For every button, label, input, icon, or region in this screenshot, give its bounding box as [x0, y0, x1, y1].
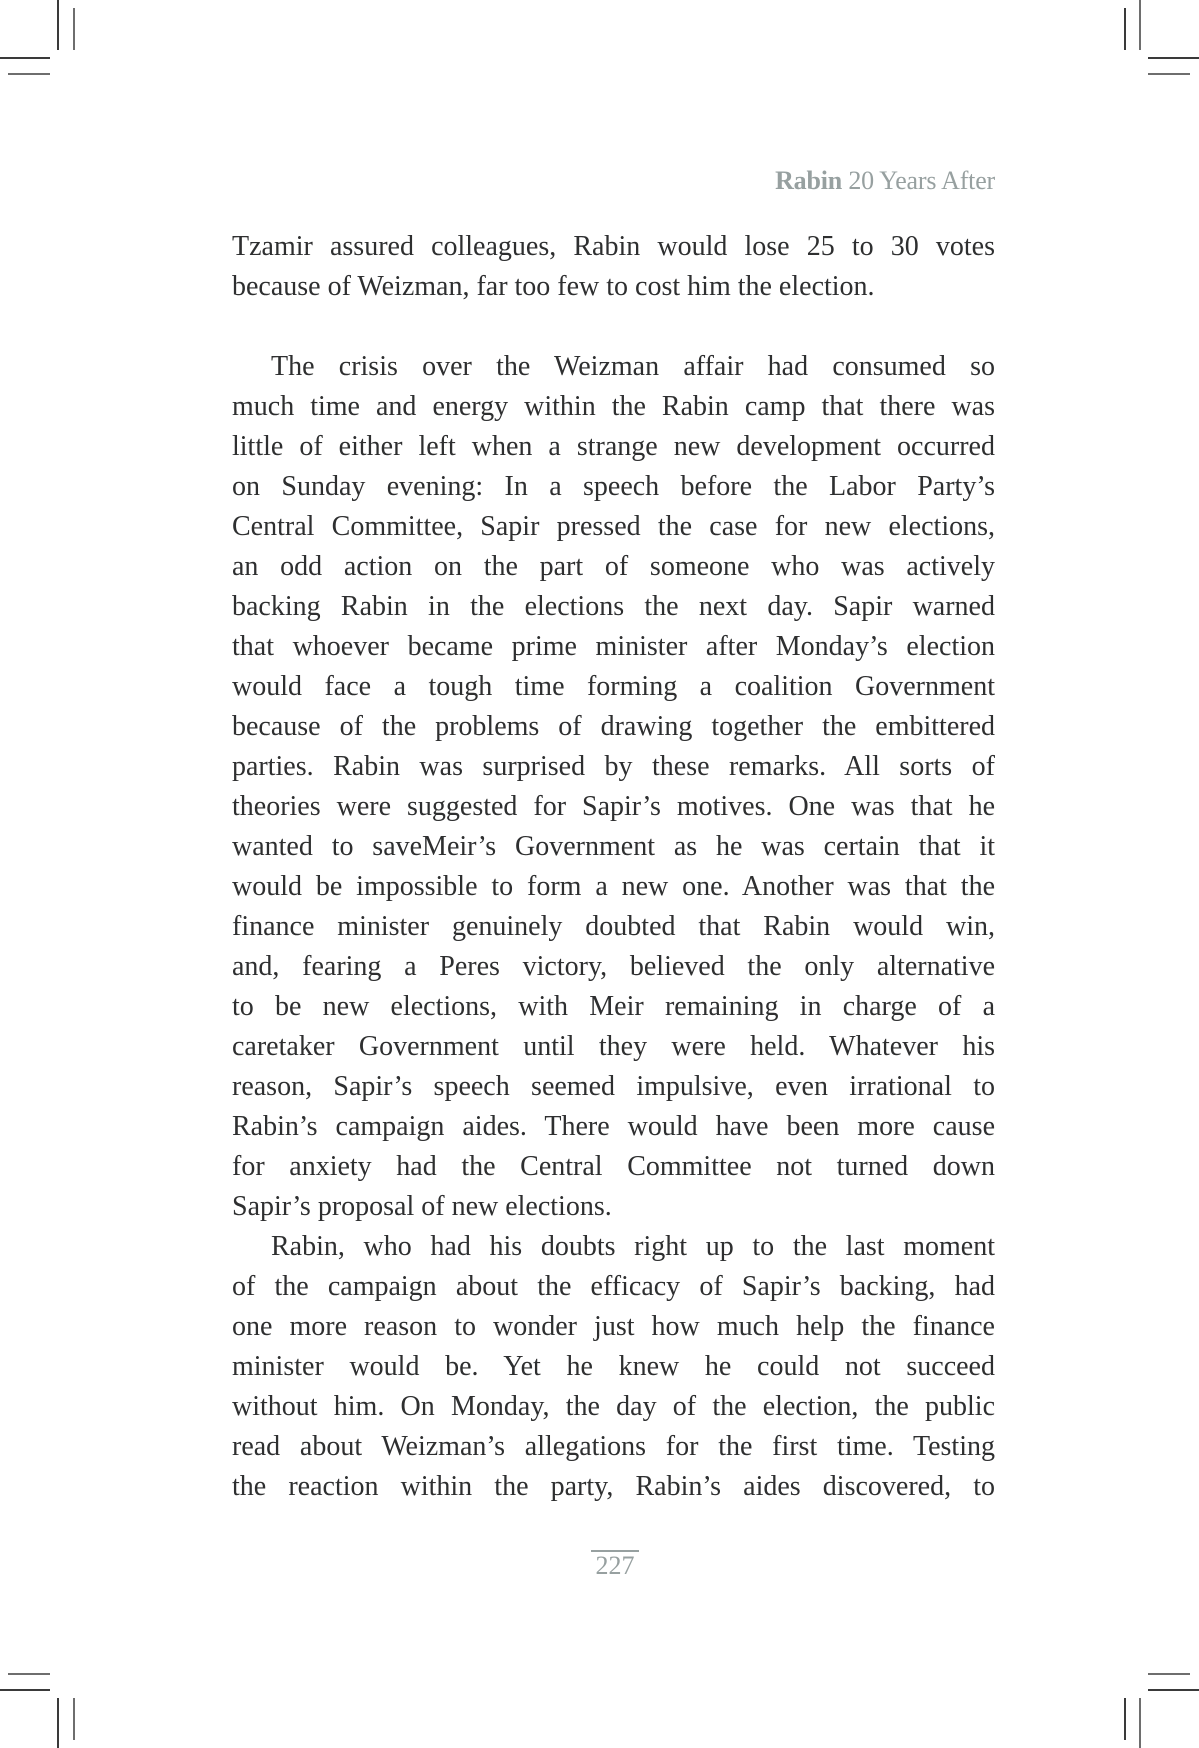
- text-line: backing Rabin in the elections the next day. Sapir warned: [232, 591, 995, 622]
- text-line: parties. Rabin was surprised by these remarks. All sorts of: [232, 751, 995, 782]
- crop-mark: [1139, 0, 1141, 50]
- text-line: one more reason to wonder just how much help the finance: [232, 1311, 995, 1342]
- text-line: to be new elections, with Meir remaining in charge of a: [232, 991, 995, 1022]
- crop-mark: [0, 1689, 50, 1691]
- text-line: because of the problems of drawing together the embittered: [232, 711, 995, 742]
- text-line: on Sunday evening: In a speech before the Labor Party’s: [232, 471, 995, 502]
- running-head-subtitle: 20 Years After: [848, 166, 995, 195]
- text-line: for anxiety had the Central Committee not turned down: [232, 1151, 995, 1182]
- text-line: theories were suggested for Sapir’s motives. One was that he: [232, 791, 995, 822]
- text-line: Sapir’s proposal of new elections.: [232, 1191, 612, 1222]
- text-line: read about Weizman’s allegations for the first time. Testing: [232, 1431, 995, 1462]
- body-text: [232, 227, 995, 1507]
- paragraph: [232, 347, 995, 1227]
- text-line: without him. On Monday, the day of the election, the public: [232, 1391, 995, 1422]
- crop-mark: [0, 57, 50, 59]
- crop-mark: [1148, 1689, 1199, 1691]
- text-line: Tzamir assured colleagues, Rabin would lose 25 to 30 votes: [232, 231, 995, 262]
- text-line: would be impossible to form a new one. Another was that the: [232, 871, 995, 902]
- running-head: [775, 166, 995, 196]
- text-line: caretaker Government until they were held. Whatever his: [232, 1031, 995, 1062]
- crop-mark: [57, 1698, 59, 1748]
- crop-mark: [73, 8, 75, 50]
- text-line: an odd action on the part of someone who was actively: [232, 551, 995, 582]
- text-line: Rabin, who had his doubts right up to the last moment: [271, 1231, 995, 1262]
- paragraph-gap: [232, 307, 995, 347]
- text-line: because of Weizman, far too few to cost him the election.: [232, 271, 875, 302]
- paragraph: [232, 1227, 995, 1507]
- crop-mark: [1139, 1698, 1141, 1748]
- running-head-book-title: Rabin: [775, 166, 842, 195]
- text-line: reason, Sapir’s speech seemed impulsive, even irrational to: [232, 1071, 995, 1102]
- text-line: would face a tough time forming a coalition Government: [232, 671, 995, 702]
- text-line: wanted to saveMeir’s Government as he was certain that it: [232, 831, 995, 862]
- text-line: of the campaign about the efficacy of Sapir’s backing, had: [232, 1271, 995, 1302]
- crop-mark: [8, 73, 50, 75]
- text-line: and, fearing a Peres victory, believed the only alternative: [232, 951, 995, 982]
- text-line: Rabin’s campaign aides. There would have been more cause: [232, 1111, 995, 1142]
- page-number: 227: [591, 1550, 639, 1580]
- text-line: the reaction within the party, Rabin’s aides discovered, to: [232, 1471, 995, 1502]
- crop-mark: [1148, 1673, 1190, 1675]
- text-line: minister would be. Yet he knew he could not succeed: [232, 1351, 995, 1382]
- text-line: The crisis over the Weizman affair had consumed so: [271, 351, 995, 382]
- crop-mark: [1148, 73, 1190, 75]
- crop-mark: [57, 0, 59, 50]
- text-line: that whoever became prime minister after Monday’s election: [232, 631, 995, 662]
- paragraph: [232, 227, 995, 307]
- crop-mark: [1148, 57, 1199, 59]
- crop-mark: [73, 1698, 75, 1740]
- text-line: Central Committee, Sapir pressed the case for new elections,: [232, 511, 995, 542]
- crop-mark: [1124, 1698, 1126, 1740]
- text-line: little of either left when a strange new development occurred: [232, 431, 995, 462]
- crop-mark: [8, 1673, 50, 1675]
- text-line: finance minister genuinely doubted that Rabin would win,: [232, 911, 995, 942]
- crop-mark: [1124, 8, 1126, 50]
- text-line: much time and energy within the Rabin camp that there was: [232, 391, 995, 422]
